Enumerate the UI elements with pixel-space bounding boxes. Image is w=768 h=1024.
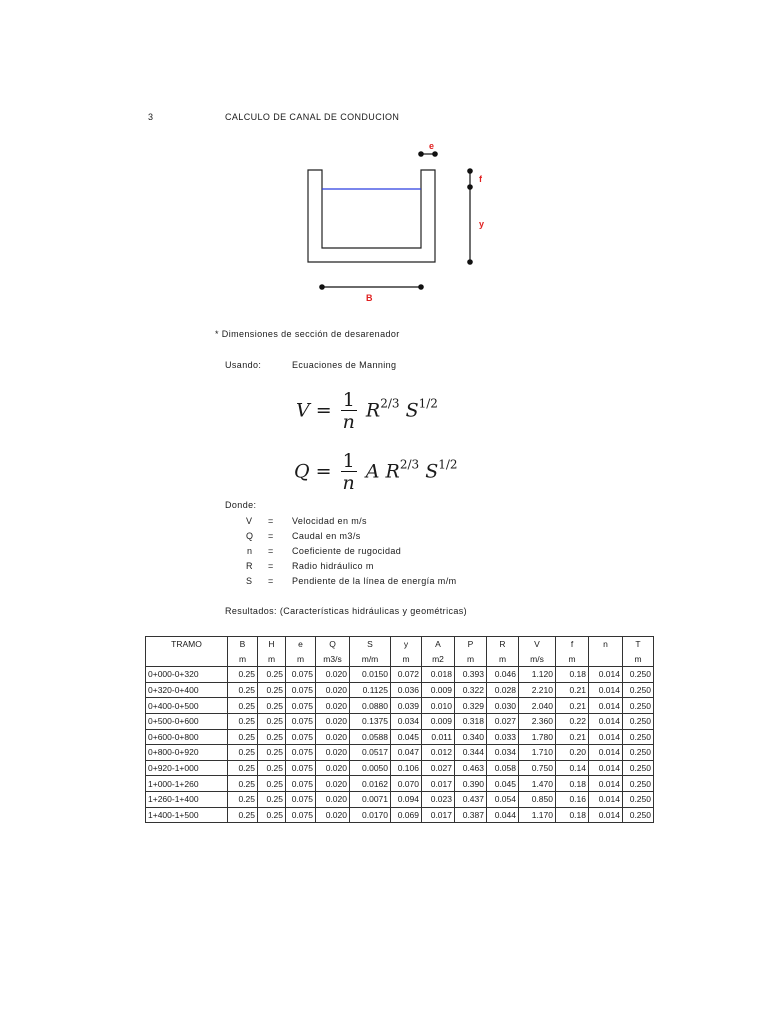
value-cell: 0.075 bbox=[286, 698, 316, 714]
value-cell: 0.25 bbox=[228, 729, 258, 745]
column-header: R bbox=[487, 637, 519, 652]
def-symbol: n bbox=[247, 546, 253, 556]
def-equals: = bbox=[268, 546, 274, 556]
def-symbol: Q bbox=[246, 531, 254, 541]
eq2-A: A bbox=[365, 460, 380, 483]
eq2-R: R bbox=[385, 460, 400, 483]
column-unit: m bbox=[391, 652, 422, 667]
section-number: 3 bbox=[148, 112, 154, 122]
value-cell: 0.22 bbox=[556, 713, 589, 729]
dim-B-start bbox=[319, 284, 325, 290]
def-symbol: S bbox=[246, 576, 253, 586]
value-cell: 0.18 bbox=[556, 776, 589, 792]
value-cell: 0.25 bbox=[228, 698, 258, 714]
eq1-R-exponent: 2/3 bbox=[380, 396, 400, 411]
value-cell: 0.027 bbox=[487, 713, 519, 729]
value-cell: 0.045 bbox=[487, 776, 519, 792]
value-cell: 0.020 bbox=[316, 667, 350, 683]
results-label: Resultados: (Características hidráulicas y geométricas) bbox=[225, 606, 468, 616]
value-cell: 0.25 bbox=[228, 807, 258, 823]
value-cell: 0.340 bbox=[455, 729, 487, 745]
value-cell: 0.250 bbox=[623, 760, 654, 776]
table-row bbox=[146, 807, 654, 823]
column-unit: m bbox=[487, 652, 519, 667]
def-description: Velocidad en m/s bbox=[292, 516, 367, 526]
value-cell: 0.0588 bbox=[350, 729, 391, 745]
column-unit: m bbox=[258, 652, 286, 667]
value-cell: 0.036 bbox=[391, 682, 422, 698]
dim-bottom-point bbox=[467, 259, 473, 265]
def-description: Coeficiente de rugocidad bbox=[292, 546, 402, 556]
def-equals: = bbox=[268, 531, 274, 541]
value-cell: 0.075 bbox=[286, 776, 316, 792]
value-cell: 0.0150 bbox=[350, 667, 391, 683]
table-row bbox=[146, 682, 654, 698]
section-note: * Dimensiones de sección de desarenador bbox=[215, 329, 400, 339]
table-row bbox=[146, 713, 654, 729]
value-cell: 0.250 bbox=[623, 776, 654, 792]
value-cell: 0.25 bbox=[258, 791, 286, 807]
value-cell: 0.020 bbox=[316, 713, 350, 729]
value-cell: 0.045 bbox=[391, 729, 422, 745]
value-cell: 0.017 bbox=[422, 776, 455, 792]
value-cell: 0.25 bbox=[258, 745, 286, 761]
value-cell: 0.010 bbox=[422, 698, 455, 714]
using-label: Usando: bbox=[225, 360, 262, 370]
column-header: B bbox=[228, 637, 258, 652]
value-cell: 0.463 bbox=[455, 760, 487, 776]
column-unit: m bbox=[286, 652, 316, 667]
def-equals: = bbox=[268, 516, 274, 526]
value-cell: 0.044 bbox=[487, 807, 519, 823]
table-row bbox=[146, 729, 654, 745]
value-cell: 0.1375 bbox=[350, 713, 391, 729]
label-f: f bbox=[479, 174, 482, 184]
value-cell: 0.20 bbox=[556, 745, 589, 761]
value-cell: 0.075 bbox=[286, 713, 316, 729]
column-unit: m bbox=[228, 652, 258, 667]
results-table bbox=[145, 636, 654, 823]
column-unit: m bbox=[623, 652, 654, 667]
value-cell: 0.094 bbox=[391, 791, 422, 807]
column-unit bbox=[146, 652, 228, 667]
eq1-lhs: V bbox=[296, 399, 310, 422]
value-cell: 0.023 bbox=[422, 791, 455, 807]
value-cell: 0.250 bbox=[623, 667, 654, 683]
table-units-row bbox=[146, 652, 654, 667]
value-cell: 0.437 bbox=[455, 791, 487, 807]
eq1-S: S bbox=[405, 399, 419, 422]
tramo-cell: 0+500-0+600 bbox=[146, 713, 228, 729]
dim-B-end bbox=[418, 284, 424, 290]
value-cell: 0.014 bbox=[589, 776, 623, 792]
value-cell: 0.21 bbox=[556, 682, 589, 698]
table-row bbox=[146, 791, 654, 807]
value-cell: 0.014 bbox=[589, 760, 623, 776]
column-header: y bbox=[391, 637, 422, 652]
value-cell: 0.027 bbox=[422, 760, 455, 776]
eq1-denominator: n bbox=[342, 411, 355, 433]
eq2-fraction bbox=[341, 451, 357, 494]
value-cell: 0.014 bbox=[589, 807, 623, 823]
value-cell: 2.360 bbox=[519, 713, 556, 729]
value-cell: 0.25 bbox=[258, 667, 286, 683]
table-row bbox=[146, 698, 654, 714]
def-description: Pendiente de la línea de energía m/m bbox=[292, 576, 457, 586]
value-cell: 0.25 bbox=[258, 729, 286, 745]
value-cell: 0.017 bbox=[422, 807, 455, 823]
column-header: TRAMO bbox=[146, 637, 228, 652]
value-cell: 1.710 bbox=[519, 745, 556, 761]
value-cell: 1.170 bbox=[519, 807, 556, 823]
using-value: Ecuaciones de Manning bbox=[292, 360, 397, 370]
value-cell: 0.009 bbox=[422, 682, 455, 698]
eq2-S: S bbox=[425, 460, 439, 483]
value-cell: 0.070 bbox=[391, 776, 422, 792]
value-cell: 0.014 bbox=[589, 745, 623, 761]
column-unit: m3/s bbox=[316, 652, 350, 667]
value-cell: 0.25 bbox=[228, 713, 258, 729]
value-cell: 0.850 bbox=[519, 791, 556, 807]
eq2-denominator: n bbox=[342, 472, 355, 494]
value-cell: 0.0071 bbox=[350, 791, 391, 807]
column-header: e bbox=[286, 637, 316, 652]
table-row bbox=[146, 667, 654, 683]
value-cell: 0.21 bbox=[556, 698, 589, 714]
value-cell: 0.014 bbox=[589, 667, 623, 683]
value-cell: 0.0880 bbox=[350, 698, 391, 714]
value-cell: 0.250 bbox=[623, 713, 654, 729]
column-header: P bbox=[455, 637, 487, 652]
value-cell: 0.039 bbox=[391, 698, 422, 714]
tramo-cell: 1+000-1+260 bbox=[146, 776, 228, 792]
value-cell: 0.0517 bbox=[350, 745, 391, 761]
value-cell: 0.014 bbox=[589, 791, 623, 807]
value-cell: 0.020 bbox=[316, 807, 350, 823]
eq2-equals: = bbox=[315, 460, 332, 483]
value-cell: 0.075 bbox=[286, 745, 316, 761]
value-cell: 0.075 bbox=[286, 807, 316, 823]
dim-e-end bbox=[432, 151, 438, 157]
column-unit bbox=[589, 652, 623, 667]
eq2-S-exponent: 1/2 bbox=[438, 457, 458, 472]
value-cell: 0.21 bbox=[556, 729, 589, 745]
value-cell: 0.18 bbox=[556, 807, 589, 823]
column-unit: m/s bbox=[519, 652, 556, 667]
value-cell: 0.0170 bbox=[350, 807, 391, 823]
column-header: Q bbox=[316, 637, 350, 652]
manning-discharge-equation bbox=[294, 451, 458, 494]
page-title: CALCULO DE CANAL DE CONDUCION bbox=[225, 112, 400, 122]
value-cell: 0.033 bbox=[487, 729, 519, 745]
tramo-cell: 0+400-0+500 bbox=[146, 698, 228, 714]
value-cell: 0.390 bbox=[455, 776, 487, 792]
value-cell: 0.322 bbox=[455, 682, 487, 698]
value-cell: 0.018 bbox=[422, 667, 455, 683]
value-cell: 0.250 bbox=[623, 791, 654, 807]
def-symbol: V bbox=[246, 516, 253, 526]
column-header: n bbox=[589, 637, 623, 652]
eq1-R: R bbox=[365, 399, 381, 422]
tramo-cell: 1+400-1+500 bbox=[146, 807, 228, 823]
column-unit: m bbox=[556, 652, 589, 667]
value-cell: 2.040 bbox=[519, 698, 556, 714]
value-cell: 0.25 bbox=[258, 807, 286, 823]
value-cell: 0.250 bbox=[623, 807, 654, 823]
value-cell: 0.25 bbox=[258, 713, 286, 729]
value-cell: 1.780 bbox=[519, 729, 556, 745]
column-unit: m2 bbox=[422, 652, 455, 667]
value-cell: 0.034 bbox=[487, 745, 519, 761]
value-cell: 0.020 bbox=[316, 776, 350, 792]
value-cell: 0.014 bbox=[589, 713, 623, 729]
value-cell: 0.318 bbox=[455, 713, 487, 729]
value-cell: 0.25 bbox=[258, 776, 286, 792]
table-row bbox=[146, 745, 654, 761]
value-cell: 0.16 bbox=[556, 791, 589, 807]
value-cell: 0.047 bbox=[391, 745, 422, 761]
column-header: V bbox=[519, 637, 556, 652]
value-cell: 0.25 bbox=[228, 667, 258, 683]
manning-velocity-equation bbox=[296, 390, 438, 433]
value-cell: 0.011 bbox=[422, 729, 455, 745]
value-cell: 0.075 bbox=[286, 760, 316, 776]
value-cell: 0.25 bbox=[258, 760, 286, 776]
value-cell: 0.020 bbox=[316, 760, 350, 776]
label-e: e bbox=[429, 141, 435, 151]
def-description: Radio hidráulico m bbox=[292, 561, 374, 571]
eq2-lhs: Q bbox=[294, 460, 310, 483]
value-cell: 0.250 bbox=[623, 682, 654, 698]
value-cell: 0.0162 bbox=[350, 776, 391, 792]
value-cell: 0.020 bbox=[316, 745, 350, 761]
column-header: H bbox=[258, 637, 286, 652]
value-cell: 0.25 bbox=[228, 760, 258, 776]
eq1-numerator: 1 bbox=[342, 389, 355, 411]
value-cell: 0.25 bbox=[228, 776, 258, 792]
dim-water-point bbox=[467, 184, 473, 190]
value-cell: 0.020 bbox=[316, 698, 350, 714]
value-cell: 0.25 bbox=[228, 791, 258, 807]
value-cell: 0.25 bbox=[228, 745, 258, 761]
value-cell: 0.075 bbox=[286, 667, 316, 683]
value-cell: 0.25 bbox=[228, 682, 258, 698]
value-cell: 0.072 bbox=[391, 667, 422, 683]
value-cell: 0.329 bbox=[455, 698, 487, 714]
eq1-S-exponent: 1/2 bbox=[418, 396, 438, 411]
value-cell: 0.393 bbox=[455, 667, 487, 683]
value-cell: 0.250 bbox=[623, 698, 654, 714]
tramo-cell: 0+320-0+400 bbox=[146, 682, 228, 698]
value-cell: 0.028 bbox=[487, 682, 519, 698]
eq1-equals: = bbox=[315, 399, 332, 422]
value-cell: 0.250 bbox=[623, 745, 654, 761]
donde-label: Donde: bbox=[225, 500, 257, 510]
def-description: Caudal en m3/s bbox=[292, 531, 361, 541]
value-cell: 0.25 bbox=[258, 682, 286, 698]
value-cell: 0.058 bbox=[487, 760, 519, 776]
value-cell: 0.18 bbox=[556, 667, 589, 683]
tramo-cell: 0+920-1+000 bbox=[146, 760, 228, 776]
value-cell: 0.034 bbox=[391, 713, 422, 729]
table-row bbox=[146, 776, 654, 792]
value-cell: 1.470 bbox=[519, 776, 556, 792]
channel-section-diagram bbox=[290, 140, 500, 310]
table-row bbox=[146, 760, 654, 776]
table-header-row bbox=[146, 637, 654, 652]
value-cell: 1.120 bbox=[519, 667, 556, 683]
value-cell: 0.009 bbox=[422, 713, 455, 729]
column-header: T bbox=[623, 637, 654, 652]
value-cell: 0.075 bbox=[286, 729, 316, 745]
eq1-fraction bbox=[341, 390, 357, 433]
value-cell: 0.075 bbox=[286, 791, 316, 807]
value-cell: 0.014 bbox=[589, 698, 623, 714]
channel-outline bbox=[308, 170, 435, 262]
tramo-cell: 1+260-1+400 bbox=[146, 791, 228, 807]
results-table-header bbox=[146, 637, 654, 667]
column-unit: m/m bbox=[350, 652, 391, 667]
def-equals: = bbox=[268, 561, 274, 571]
value-cell: 0.014 bbox=[589, 729, 623, 745]
value-cell: 0.106 bbox=[391, 760, 422, 776]
value-cell: 0.054 bbox=[487, 791, 519, 807]
column-unit: m bbox=[455, 652, 487, 667]
tramo-cell: 0+800-0+920 bbox=[146, 745, 228, 761]
dim-e-start bbox=[418, 151, 424, 157]
label-B: B bbox=[366, 293, 373, 303]
value-cell: 2.210 bbox=[519, 682, 556, 698]
eq2-numerator: 1 bbox=[342, 450, 355, 472]
value-cell: 0.075 bbox=[286, 682, 316, 698]
value-cell: 0.387 bbox=[455, 807, 487, 823]
value-cell: 0.14 bbox=[556, 760, 589, 776]
results-table-body bbox=[146, 667, 654, 823]
tramo-cell: 0+000-0+320 bbox=[146, 667, 228, 683]
value-cell: 0.020 bbox=[316, 729, 350, 745]
column-header: A bbox=[422, 637, 455, 652]
value-cell: 0.069 bbox=[391, 807, 422, 823]
column-header: S bbox=[350, 637, 391, 652]
value-cell: 0.046 bbox=[487, 667, 519, 683]
eq2-R-exponent: 2/3 bbox=[399, 457, 420, 472]
def-equals: = bbox=[268, 576, 274, 586]
value-cell: 0.1125 bbox=[350, 682, 391, 698]
value-cell: 0.344 bbox=[455, 745, 487, 761]
column-header: f bbox=[556, 637, 589, 652]
value-cell: 0.014 bbox=[589, 682, 623, 698]
value-cell: 0.012 bbox=[422, 745, 455, 761]
value-cell: 0.020 bbox=[316, 791, 350, 807]
value-cell: 0.0050 bbox=[350, 760, 391, 776]
value-cell: 0.25 bbox=[258, 698, 286, 714]
value-cell: 0.030 bbox=[487, 698, 519, 714]
def-symbol: R bbox=[246, 561, 253, 571]
value-cell: 0.020 bbox=[316, 682, 350, 698]
label-y: y bbox=[479, 219, 485, 229]
value-cell: 0.750 bbox=[519, 760, 556, 776]
dim-top-point bbox=[467, 168, 473, 174]
value-cell: 0.250 bbox=[623, 729, 654, 745]
tramo-cell: 0+600-0+800 bbox=[146, 729, 228, 745]
